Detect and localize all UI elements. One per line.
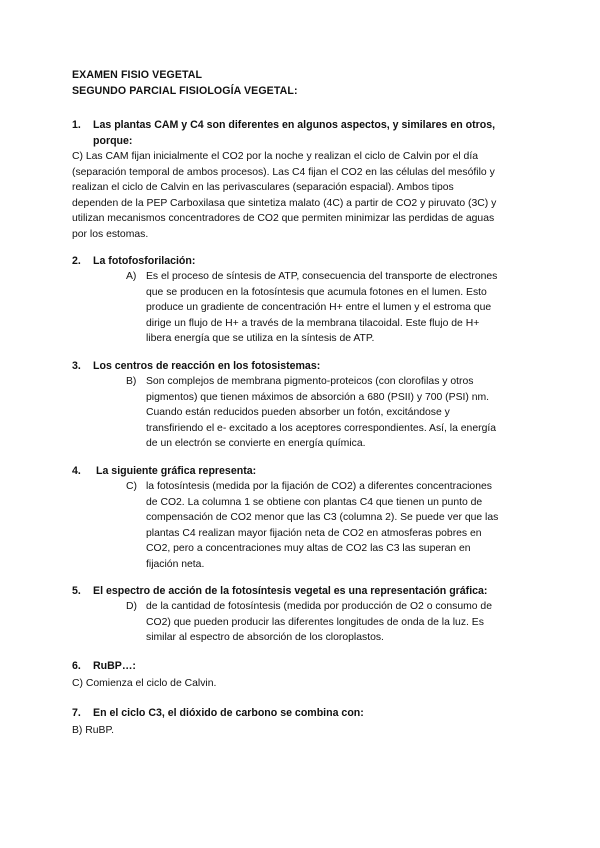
exam-title: EXAMEN FISIO VEGETAL	[72, 69, 203, 81]
answer-line: realizan el ciclo de Calvin en las perivasculares (separación espacial). Ambos tipos	[72, 182, 454, 194]
question-1-heading	[72, 118, 532, 149]
answer-line: (separación temporal de ambos procesos). Las C4 fijan el CO2 en las células del mesófilo y	[72, 166, 495, 178]
question-6-title: RuBP…:	[93, 660, 136, 672]
question-2	[72, 254, 532, 270]
question-3-title: Los centros de reacción en los fotosistemas:	[93, 360, 321, 372]
answer-line: que se producen en la fotosíntesis que acumula fotones en el lumen. Esto	[146, 286, 487, 298]
question-number: 7.	[72, 707, 81, 719]
question-6-answer: C) Comienza el ciclo de Calvin.	[72, 678, 217, 689]
question-5	[72, 584, 542, 600]
question-3-answer	[126, 374, 521, 452]
question-4-title: La siguiente gráfica representa:	[96, 465, 257, 477]
answer-letter: B)	[126, 376, 137, 387]
question-number: 1.	[72, 119, 81, 131]
answer-line: Cuando están reducidos pueden absorber un fotón, excitándose y	[146, 407, 450, 419]
answer-line: similar al espectro de absorción de los cloroplastos.	[146, 632, 384, 644]
answer-line: libera energía que se utiliza en la síntesis de ATP.	[146, 333, 375, 345]
question-2-title: La fotofosforilación:	[93, 255, 196, 267]
answer-line: la fotosíntesis (medida por la fijación de CO2) a diferentes concentraciones	[146, 481, 492, 492]
question-7-heading	[72, 706, 532, 722]
question-7-title: En el ciclo C3, el dióxido de carbono se combina con:	[93, 707, 364, 719]
question-1-answer	[72, 149, 530, 243]
question-1	[72, 118, 532, 149]
question-2-answer	[126, 269, 521, 347]
answer-line: por los estomas.	[72, 228, 149, 240]
answer-line: CO2) que pueden producir las diferentes longitudes de onda de la luz. Es	[146, 616, 484, 628]
answer-letter: A)	[126, 271, 137, 282]
answer-line: fijación neta.	[146, 558, 205, 570]
question-3	[72, 359, 532, 375]
exam-subtitle: SEGUNDO PARCIAL FISIOLOGÍA VEGETAL:	[72, 85, 298, 97]
answer-letter: C)	[126, 481, 137, 492]
question-5-answer	[126, 599, 521, 646]
answer-line: CO2, pero a concentraciones muy altas de CO2 las C3 las superan en	[146, 543, 471, 555]
answer-line: dependen de la PEP Carboxilasa que sintetiza malato (4C) a partir de CO2 y piruvato (3C) y	[72, 197, 497, 209]
question-5-heading	[72, 584, 542, 600]
question-7	[72, 706, 532, 722]
answer-line: utilizan mecanismos concentradores de CO2 que permiten minimizar las perdidas de aguas	[72, 213, 495, 225]
question-4-heading	[72, 464, 532, 480]
question-5-title: El espectro de acción de la fotosíntesis vegetal es una representación gráfica:	[93, 585, 488, 597]
question-6	[72, 659, 532, 675]
question-6-heading	[72, 659, 532, 675]
question-number: 3.	[72, 360, 81, 372]
question-2-heading	[72, 254, 532, 270]
answer-line: de CO2. La columna 1 se obtiene con plantas C4 que tienen un punto de	[146, 496, 483, 508]
question-3-heading	[72, 359, 532, 375]
question-1-title-line-1: Las plantas CAM y C4 son diferentes en algunos aspectos, y similares en otros,	[93, 119, 496, 131]
answer-line: Es el proceso de síntesis de ATP, consecuencia del transporte de electrones	[146, 271, 498, 282]
question-4-answer	[126, 479, 521, 573]
answer-line: dirige un flujo de H+ a través de la membrana tilacoidal. Este flujo de H+	[146, 317, 480, 329]
answer-line: produce un gradiente de concentración H+ entre el lumen y el estroma que	[146, 302, 492, 314]
answer-line: transfiriendo el e- excitado a los aceptores correspondientes. Así, la energía	[146, 422, 497, 434]
question-number: 2.	[72, 255, 81, 267]
question-number: 5.	[72, 585, 81, 597]
answer-line: de un electrón se convierte en energía química.	[146, 438, 366, 450]
answer-line: plantas C4 realizan mayor fijación neta de CO2 en atmosferas pobres en	[146, 527, 482, 539]
question-4	[72, 464, 532, 480]
question-7-answer: B) RuBP.	[72, 725, 114, 736]
question-number: 4.	[72, 465, 81, 477]
answer-letter: D)	[126, 601, 137, 612]
answer-line: de la cantidad de fotosíntesis (medida por producción de O2 o consumo de	[146, 601, 492, 612]
answer-line: compensación de CO2 menor que las C3 (columna 2). Se puede ver que las	[146, 512, 499, 524]
answer-line: C) Las CAM fijan inicialmente el CO2 por la noche y realizan el ciclo de Calvin por el día	[72, 151, 479, 162]
question-number: 6.	[72, 660, 81, 672]
answer-line: Son complejos de membrana pigmento-proteicos (con clorofilas y otros	[146, 376, 474, 387]
question-1-title-line-2: porque:	[93, 134, 133, 147]
answer-line: pigmentos) que tienen máximos de absorción a 680 (PSII) y 700 (PSI) nm.	[146, 391, 490, 403]
